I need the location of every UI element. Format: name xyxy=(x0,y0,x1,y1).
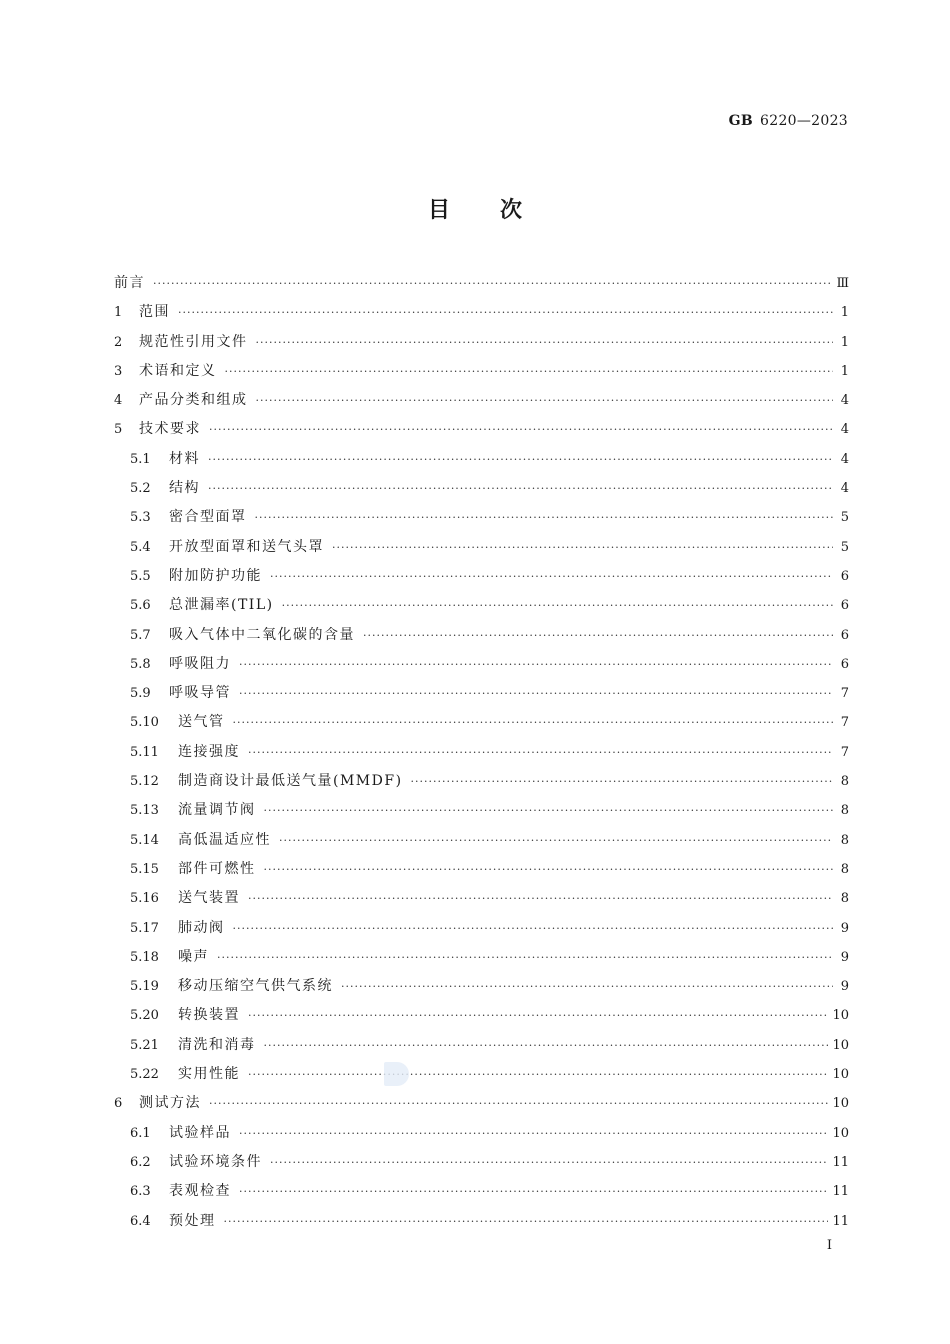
toc-entry[interactable] xyxy=(114,415,849,444)
toc-entry-page: 7 xyxy=(840,744,849,760)
toc-entry-title: 部件可燃性 xyxy=(178,860,256,877)
toc-entry[interactable] xyxy=(114,503,849,532)
toc-entry[interactable] xyxy=(114,972,849,1001)
toc-entry-title: 测试方法 xyxy=(139,1095,201,1112)
toc-entry-page: 11 xyxy=(832,1154,849,1170)
toc-entry-number: 5.20 xyxy=(130,1008,159,1024)
toc-entry-title: 材料 xyxy=(169,450,200,467)
toc-entry-number: 5.8 xyxy=(130,656,151,672)
toc-dot-leader xyxy=(209,1089,828,1118)
toc-dot-leader xyxy=(248,884,833,913)
toc-entry-page: 11 xyxy=(832,1213,849,1229)
toc-entry[interactable] xyxy=(114,357,849,386)
toc-entry-title: 前言 xyxy=(114,275,145,291)
toc-entry[interactable] xyxy=(114,386,849,415)
toc-entry[interactable] xyxy=(114,591,849,620)
toc-entry[interactable] xyxy=(114,621,849,650)
toc-entry-number: 5 xyxy=(114,422,123,438)
toc-entry-page: 9 xyxy=(840,979,849,995)
toc-entry-number: 5.6 xyxy=(130,598,151,614)
toc-entry-title: 总泄漏率(TIL) xyxy=(169,597,274,614)
toc-entry[interactable] xyxy=(114,884,849,913)
toc-entry-title: 吸入气体中二氧化碳的含量 xyxy=(169,626,355,643)
toc-entry-page: 7 xyxy=(840,715,849,731)
toc-title: 目次 xyxy=(427,198,572,223)
toc-dot-leader xyxy=(282,591,833,620)
toc-entry-number: 1 xyxy=(114,305,123,321)
toc-dot-leader xyxy=(248,1060,828,1089)
toc-entry[interactable] xyxy=(114,1001,849,1030)
toc-entry-page: 7 xyxy=(840,686,849,702)
toc-entry-page: 8 xyxy=(840,891,849,907)
toc-entry-number: 5.13 xyxy=(130,803,159,819)
toc-entry-page: 1 xyxy=(840,305,849,321)
toc-entry-number: 5.1 xyxy=(130,451,151,467)
toc-dot-leader xyxy=(256,386,834,415)
toc-entry-number: 6.1 xyxy=(130,1125,151,1141)
toc-dot-leader xyxy=(341,972,833,1001)
toc-entry-page: 10 xyxy=(832,1008,849,1024)
toc-dot-leader xyxy=(209,415,833,444)
toc-entry-number: 6 xyxy=(114,1096,123,1112)
toc-entry-page: 8 xyxy=(840,803,849,819)
toc-dot-leader xyxy=(270,1148,828,1177)
toc-entry-number: 5.18 xyxy=(130,949,159,965)
toc-entry-title: 转换装置 xyxy=(178,1007,240,1024)
table-of-contents xyxy=(114,269,849,1236)
toc-entry-title: 表观检查 xyxy=(169,1183,231,1200)
toc-entry-page: 4 xyxy=(840,422,849,438)
toc-entry[interactable] xyxy=(114,445,849,474)
toc-entry-number: 5.5 xyxy=(130,568,151,584)
toc-entry-title: 高低温适应性 xyxy=(178,831,271,848)
toc-entry[interactable] xyxy=(114,943,849,972)
toc-entry-page: 4 xyxy=(840,393,849,409)
toc-entry-title: 连接强度 xyxy=(178,743,240,760)
toc-entry-number: 5.12 xyxy=(130,774,159,790)
toc-entry-page: 10 xyxy=(832,1067,849,1083)
toc-dot-leader xyxy=(270,562,833,591)
toc-entry-number: 2 xyxy=(114,334,123,350)
toc-dot-leader xyxy=(153,269,832,298)
toc-dot-leader xyxy=(279,826,833,855)
toc-entry-title: 预处理 xyxy=(169,1212,216,1229)
toc-entry-number: 5.11 xyxy=(130,744,159,760)
toc-entry-title: 流量调节阀 xyxy=(178,802,256,819)
standard-prefix: GB xyxy=(728,113,754,129)
toc-dot-leader xyxy=(264,796,834,825)
toc-entry-page: 4 xyxy=(840,481,849,497)
toc-entry-title: 清洗和消毒 xyxy=(178,1036,256,1053)
toc-entry-number: 5.4 xyxy=(130,539,151,555)
toc-entry-number: 5.17 xyxy=(130,920,159,936)
toc-entry-number: 6.2 xyxy=(130,1154,151,1170)
toc-entry-title: 技术要求 xyxy=(139,421,201,438)
toc-entry-title: 制造商设计最低送气量(MMDF) xyxy=(178,773,403,790)
toc-entry-title: 结构 xyxy=(169,480,200,497)
toc-entry-page: 1 xyxy=(840,334,849,350)
toc-entry-title: 移动压缩空气供气系统 xyxy=(178,978,333,995)
toc-entry[interactable] xyxy=(114,826,849,855)
toc-entry-title: 密合型面罩 xyxy=(169,509,247,526)
toc-entry-number: 6.4 xyxy=(130,1213,151,1229)
toc-entry[interactable] xyxy=(114,1177,849,1206)
toc-entry-number: 5.14 xyxy=(130,832,159,848)
toc-entry[interactable] xyxy=(114,533,849,562)
toc-entry-title: 送气管 xyxy=(178,714,225,731)
toc-dot-leader xyxy=(239,679,833,708)
toc-dot-leader xyxy=(225,357,834,386)
toc-entry-title: 呼吸导管 xyxy=(169,685,231,702)
toc-entry-page: 6 xyxy=(840,656,849,672)
toc-entry-page: 11 xyxy=(832,1184,849,1200)
toc-entry-number: 5.15 xyxy=(130,861,159,877)
toc-dot-leader xyxy=(264,855,834,884)
toc-entry-page: 4 xyxy=(840,451,849,467)
toc-dot-leader xyxy=(217,943,833,972)
toc-entry-page: 8 xyxy=(840,774,849,790)
toc-entry-number: 5.9 xyxy=(130,686,151,702)
toc-entry-page: 9 xyxy=(840,949,849,965)
toc-entry-title: 开放型面罩和送气头罩 xyxy=(169,538,324,555)
toc-dot-leader xyxy=(208,474,833,503)
toc-entry[interactable] xyxy=(114,796,849,825)
toc-entry-number: 5.7 xyxy=(130,627,151,643)
toc-entry-page: 6 xyxy=(840,598,849,614)
toc-dot-leader xyxy=(411,767,833,796)
toc-entry-number: 4 xyxy=(114,393,123,409)
toc-entry-title: 附加防护功能 xyxy=(169,567,262,584)
toc-entry-number: 5.21 xyxy=(130,1037,159,1053)
toc-entry-page: 6 xyxy=(840,627,849,643)
toc-dot-leader xyxy=(239,1177,828,1206)
toc-entry[interactable] xyxy=(114,708,849,737)
toc-entry-title: 实用性能 xyxy=(178,1066,240,1083)
toc-dot-leader xyxy=(332,533,833,562)
toc-entry-number: 5.16 xyxy=(130,891,159,907)
toc-entry[interactable] xyxy=(114,855,849,884)
toc-entry-page: 10 xyxy=(832,1096,849,1112)
toc-entry[interactable] xyxy=(114,1148,849,1177)
toc-dot-leader xyxy=(224,1207,829,1236)
toc-entry-number: 3 xyxy=(114,363,123,379)
watermark-logo xyxy=(384,1062,409,1086)
toc-entry-page: 1 xyxy=(840,363,849,379)
toc-entry-number: 5.2 xyxy=(130,481,151,497)
toc-entry-title: 术语和定义 xyxy=(139,362,217,379)
toc-entry[interactable] xyxy=(114,1060,849,1089)
toc-entry-number: 5.22 xyxy=(130,1067,159,1083)
toc-entry[interactable] xyxy=(114,767,849,796)
toc-entry[interactable] xyxy=(114,1089,849,1118)
toc-entry-title: 规范性引用文件 xyxy=(139,333,248,350)
toc-dot-leader xyxy=(255,503,834,532)
toc-entry-page: 10 xyxy=(832,1037,849,1053)
toc-dot-leader xyxy=(233,914,834,943)
toc-entry-number: 5.19 xyxy=(130,979,159,995)
toc-entry[interactable] xyxy=(114,562,849,591)
page-number: I xyxy=(826,1238,832,1253)
toc-entry-number: 6.3 xyxy=(130,1184,151,1200)
toc-entry[interactable] xyxy=(114,679,849,708)
toc-entry[interactable] xyxy=(114,738,849,767)
toc-entry-page: 5 xyxy=(840,510,849,526)
toc-dot-leader xyxy=(233,708,834,737)
toc-entry-title: 产品分类和组成 xyxy=(139,392,248,409)
toc-entry-title: 试验样品 xyxy=(169,1124,231,1141)
toc-entry[interactable] xyxy=(114,1207,849,1236)
toc-entry-page: Ⅲ xyxy=(836,276,849,291)
toc-entry[interactable] xyxy=(114,328,849,357)
toc-entry-page: 6 xyxy=(840,568,849,584)
standard-number: 6220—2023 xyxy=(760,113,848,129)
toc-entry-number: 5.3 xyxy=(130,510,151,526)
toc-dot-leader xyxy=(248,1001,828,1030)
toc-entry-title: 噪声 xyxy=(178,948,209,965)
toc-entry[interactable] xyxy=(114,269,849,298)
toc-entry[interactable] xyxy=(114,1031,849,1060)
toc-entry-number: 5.10 xyxy=(130,715,159,731)
toc-entry[interactable] xyxy=(114,474,849,503)
toc-dot-leader xyxy=(239,650,833,679)
toc-entry-page: 8 xyxy=(840,832,849,848)
toc-dot-leader xyxy=(363,621,833,650)
toc-entry-page: 9 xyxy=(840,920,849,936)
toc-dot-leader xyxy=(178,298,833,327)
toc-entry-title: 呼吸阻力 xyxy=(169,655,231,672)
toc-entry-title: 范围 xyxy=(139,304,170,321)
toc-entry[interactable] xyxy=(114,298,849,327)
toc-dot-leader xyxy=(208,445,833,474)
toc-entry-title: 肺动阀 xyxy=(178,919,225,936)
toc-dot-leader xyxy=(239,1119,828,1148)
toc-entry-page: 8 xyxy=(840,861,849,877)
toc-entry[interactable] xyxy=(114,914,849,943)
toc-dot-leader xyxy=(248,738,833,767)
toc-entry-title: 试验环境条件 xyxy=(169,1153,262,1170)
toc-entry-title: 送气装置 xyxy=(178,890,240,907)
toc-dot-leader xyxy=(264,1031,829,1060)
toc-entry[interactable] xyxy=(114,650,849,679)
standard-code xyxy=(729,113,848,129)
toc-entry-page: 5 xyxy=(840,539,849,555)
toc-entry[interactable] xyxy=(114,1119,849,1148)
toc-dot-leader xyxy=(256,328,834,357)
toc-entry-page: 10 xyxy=(832,1125,849,1141)
